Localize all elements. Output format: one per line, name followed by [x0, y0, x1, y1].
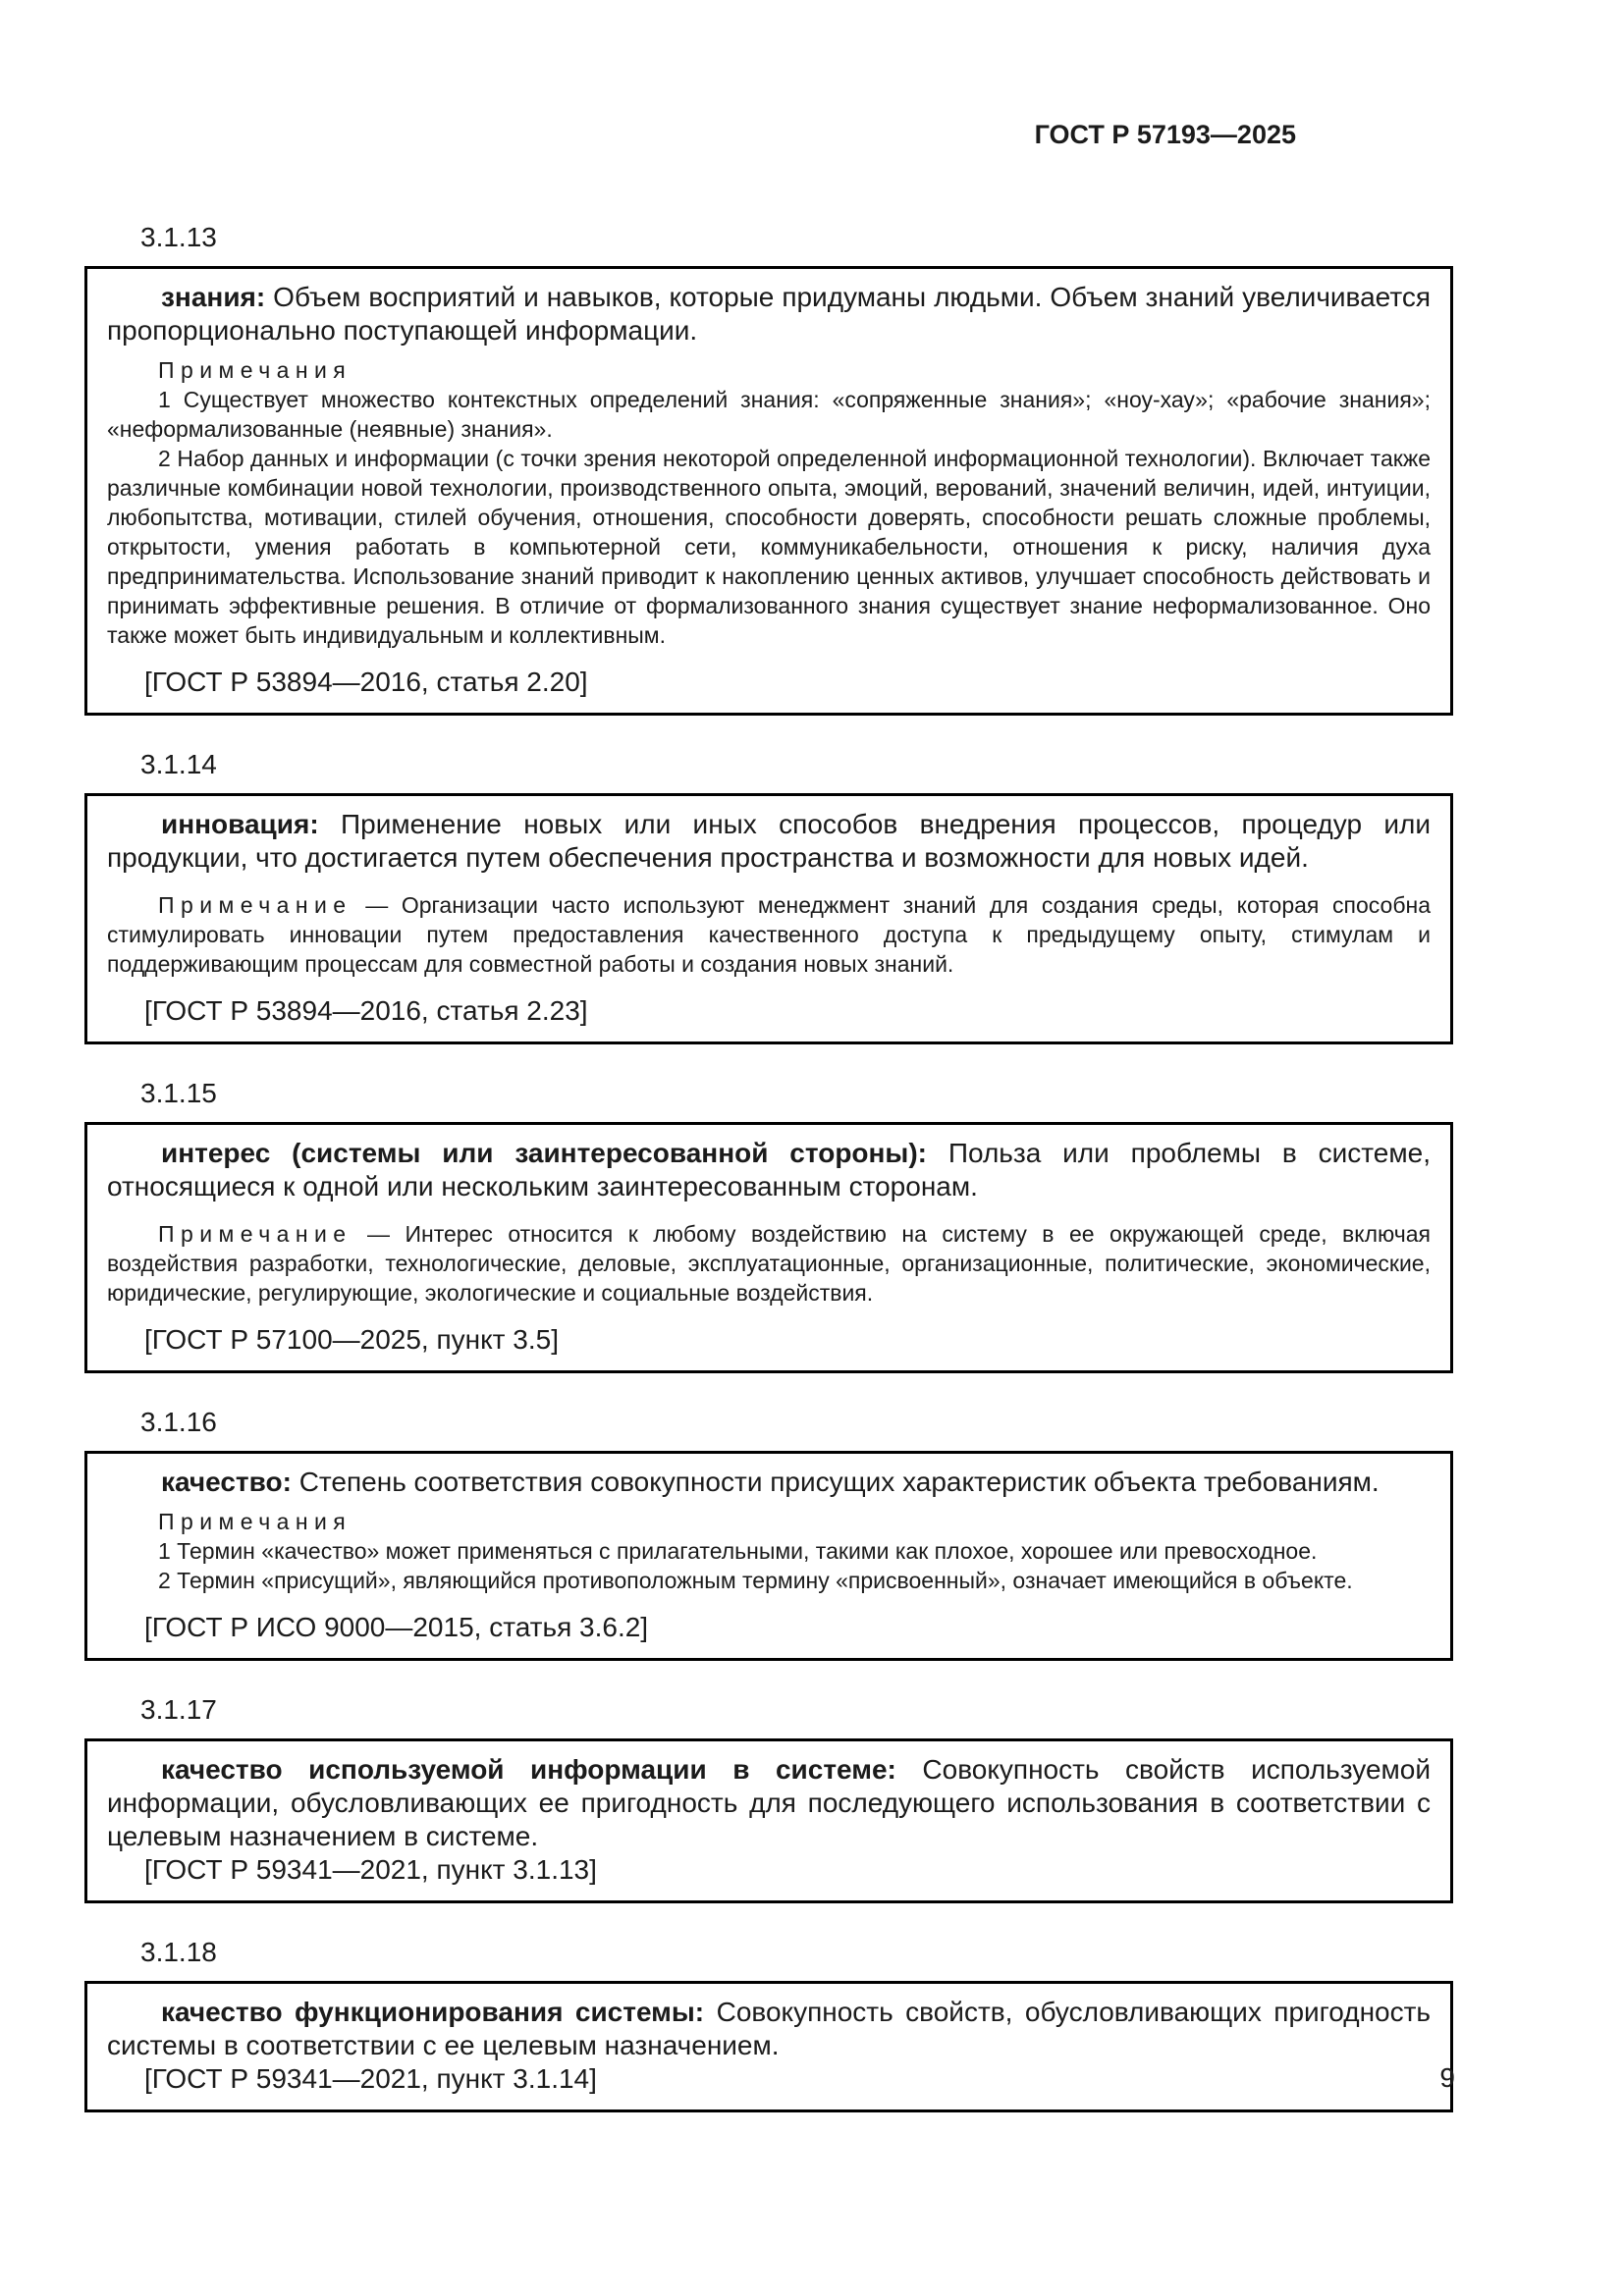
- notes-label: Примечания: [158, 1509, 352, 1534]
- term: качество функционирования системы:: [161, 1997, 705, 2027]
- term: инновация:: [161, 809, 319, 839]
- citation: [ГОСТ Р 59341—2021, пункт 3.1.14]: [144, 2063, 597, 2094]
- document-header: ГОСТ Р 57193—2025: [1034, 120, 1296, 149]
- definition-text: Совокупность свойств, обусловливающих пригодность системы в соответствии с ее целевым назначением.: [107, 1997, 1432, 2060]
- term: качество используемой информации в системе:: [161, 1754, 896, 1785]
- clause-3-1-17: [84, 1694, 1453, 1903]
- note-label: Примечание: [158, 1221, 352, 1247]
- note: [107, 890, 1431, 979]
- definition-text: Объем восприятий и навыков, которые придуманы людьми. Объем знаний увеличивается пропорционально поступающей информации.: [107, 282, 1431, 346]
- definition: [107, 1137, 1431, 1203]
- clause-number: 3.1.14: [140, 749, 217, 779]
- term-definition-box: [84, 1451, 1453, 1661]
- term-definition-box: [84, 266, 1453, 716]
- clause-number: 3.1.18: [140, 1937, 217, 1967]
- citation: [ГОСТ Р ИСО 9000—2015, статья 3.6.2]: [144, 1612, 649, 1642]
- page-number: 9: [1439, 2062, 1455, 2093]
- note-text: — Интерес относится к любому воздействию на систему в ее окружающей среде, включая воздействия разработки, технологические, деловые, эксплуатационные, организационные, политические, экономические, юридические, регулирующие, экологические и социальные воздействия.: [107, 1221, 1431, 1306]
- definition: [107, 281, 1431, 347]
- note-text: — Организации часто используют менеджмент знаний для создания среды, которая способна стимулировать инновации путем предоставления качественного доступа к предыдущему опыту, стимулам и поддерживающим процессам для совместной работы и создания новых знаний.: [107, 892, 1431, 977]
- notes-label: Примечания: [158, 357, 352, 383]
- note: 1 Существует множество контекстных определений знания: «сопряженные знания»; «ноу-хау»; «рабочие знания»; «неформализованные (неявные) знания».: [107, 387, 1431, 442]
- clause-3-1-16: [84, 1407, 1453, 1661]
- citation: [ГОСТ Р 53894—2016, статья 2.20]: [144, 667, 588, 697]
- term: качество:: [161, 1467, 292, 1497]
- definition: [107, 1466, 1431, 1499]
- term-definition-box: [84, 793, 1453, 1044]
- definition-text: Степень соответствия совокупности присущих характеристик объекта требованиям.: [298, 1467, 1380, 1497]
- citation: [ГОСТ Р 53894—2016, статья 2.23]: [144, 995, 588, 1026]
- note-label: Примечание: [158, 892, 352, 918]
- citation: [ГОСТ Р 57100—2025, пункт 3.5]: [144, 1324, 559, 1355]
- clause-3-1-14: [84, 749, 1453, 1044]
- clause-3-1-15: [84, 1078, 1453, 1373]
- definition: [107, 1996, 1431, 2062]
- term-definition-box: [84, 1122, 1453, 1373]
- citation: [ГОСТ Р 59341—2021, пункт 3.1.13]: [144, 1854, 597, 1885]
- definition-text: Совокупность свойств используемой информации, обусловливающих ее пригодность для последующего использования в соответствии с целевым назначением в системе.: [107, 1754, 1432, 1851]
- clause-number: 3.1.13: [140, 222, 217, 252]
- page-content: [84, 118, 1453, 2112]
- term: знания:: [161, 282, 266, 312]
- definition-text: Применение новых или иных способов внедрения процессов, процедур или продукции, что достигается путем обеспечения пространства и возможности для новых идей.: [107, 809, 1431, 873]
- note: [107, 1219, 1431, 1308]
- definition: [107, 808, 1431, 875]
- note: 2 Термин «присущий», являющийся противоположным термину «присвоенный», означает имеющийся в объекте.: [158, 1568, 1353, 1593]
- clause-3-1-18: [84, 1937, 1453, 2112]
- clause-3-1-13: [84, 222, 1453, 716]
- note: 2 Набор данных и информации (с точки зрения некоторой определенной информационной технологии). Включает также различные комбинации новой технологии, производственного опыта, эмоций, верований, значений величин, идей, интуиции, любопытства, мотивации, стилей обучения, отношения, способности доверять, способности решать сложные проблемы, открытости, умения работать в компьютерной сети, коммуникабельности, отношения к риску, наличия духа предпринимательства. Использование знаний приводит к накоплению ценных активов, улучшает способность действовать и принимать эффективные решения. В отличие от формализованного знания существует знание неформализованное. Оно также может быть индивидуальным и коллективным.: [107, 446, 1431, 648]
- clause-number: 3.1.15: [140, 1078, 217, 1108]
- clause-number: 3.1.17: [140, 1694, 217, 1725]
- term-definition-box: [84, 1738, 1453, 1903]
- term: интерес (системы или заинтересованной стороны):: [161, 1138, 927, 1168]
- note: 1 Термин «качество» может применяться с прилагательными, такими как плохое, хорошее или превосходное.: [158, 1538, 1318, 1564]
- definition-text: Польза или проблемы в системе, относящиеся к одной или нескольким заинтересованным сторонам.: [107, 1138, 1431, 1201]
- definition: [107, 1753, 1431, 1853]
- term-definition-box: [84, 1981, 1453, 2112]
- clause-number: 3.1.16: [140, 1407, 217, 1437]
